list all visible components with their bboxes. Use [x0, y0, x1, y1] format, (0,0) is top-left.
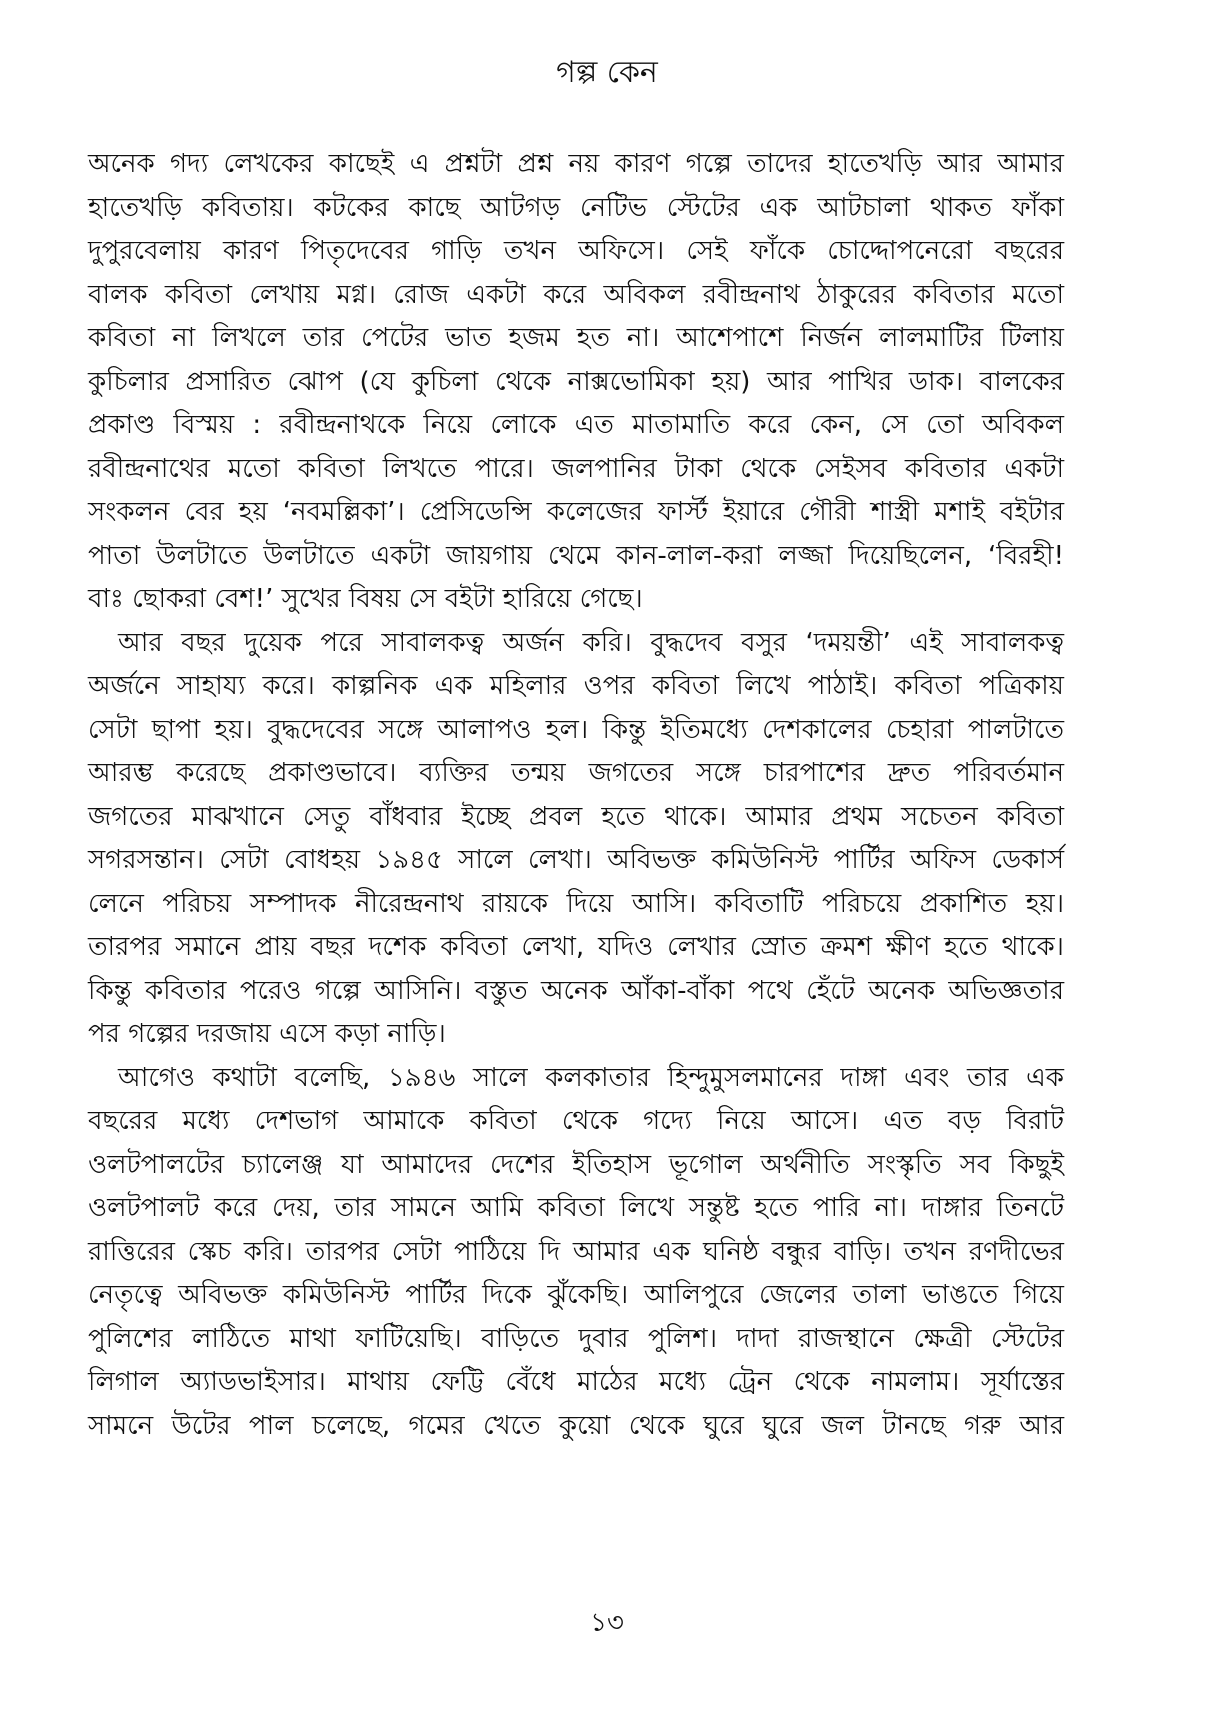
text-line: প্রকাণ্ড বিস্ময় : রবীন্দ্রনাথকে নিয়ে লোকে এত মাতামাতি করে কেন, সে তো অবিকল	[88, 410, 1064, 440]
page-number: ১৩	[590, 1608, 624, 1638]
text-line: জগতের মাঝখানে সেতু বাঁধবার ইচ্ছে প্রবল হতে থাকে। আমার প্রথম সচেতন কবিতা	[88, 801, 1064, 832]
text-line: রাত্তিরের স্কেচ করি। তারপর সেটা পাঠিয়ে দি আমার এক ঘনিষ্ঠ বন্ধুর বাড়ি। তখন রণদীভের	[88, 1236, 1064, 1267]
text-line: সগরসন্তান। সেটা বোধহয় ১৯৪৫ সালে লেখা। অবিভক্ত কমিউনিস্ট পার্টির অফিস ডেকার্স	[88, 845, 1064, 875]
text-line: কিন্তু কবিতার পরেও গল্পে আসিনি। বস্তুত অনেক আঁকা-বাঁকা পথে হেঁটে অনেক অভিজ্ঞতার	[88, 975, 1064, 1006]
text-line: পুলিশের লাঠিতে মাথা ফাটিয়েছি। বাড়িতে দুবার পুলিশ। দাদা রাজস্থানে ক্ষেত্রী স্টেটের	[88, 1323, 1064, 1354]
text-line: সেটা ছাপা হয়। বুদ্ধদেবের সঙ্গে আলাপও হল। কিন্তু ইতিমধ্যে দেশকালের চেহারা পালটাতে	[88, 714, 1064, 745]
body-text	[88, 143, 1064, 1448]
text-line: আরম্ভ করেছে প্রকাণ্ডভাবে। ব্যক্তির তন্ময় জগতের সঙ্গে চারপাশের দ্রুত পরিবর্তমান	[88, 758, 1064, 788]
text-line: সামনে উটের পাল চলেছে, গমের খেতে কুয়ো থেকে ঘুরে ঘুরে জল টানছে গরু আর	[88, 1410, 1064, 1441]
text-line: আগেও কথাটা বলেছি, ১৯৪৬ সালে কলকাতার হিন্দুমুসলমানের দাঙ্গা এবং তার এক	[118, 1062, 1064, 1093]
text-line: পর গল্পের দরজায় এসে কড়া নাড়ি।	[88, 1019, 446, 1049]
text-line: আর বছর দুয়েক পরে সাবালকত্ব অর্জন করি। বুদ্ধদেব বসুর ‘দময়ন্তী’ এই সাবালকত্ব	[118, 627, 1064, 658]
page-title: গল্প কেন	[556, 55, 658, 90]
text-line: বছরের মধ্যে দেশভাগ আমাকে কবিতা থেকে গদ্যে নিয়ে আসে। এত বড় বিরাট	[88, 1106, 1064, 1136]
text-line: রবীন্দ্রনাথের মতো কবিতা লিখতে পারে। জলপানির টাকা থেকে সেইসব কবিতার একটা	[88, 453, 1064, 484]
text-line: বাঃ ছোকরা বেশ!’ সুখের বিষয় সে বইটা হারিয়ে গেছে।	[88, 584, 643, 614]
text-line: কবিতা না লিখলে তার পেটের ভাত হজম হত না। আশেপাশে নির্জন লালমাটির টিলায়	[88, 323, 1064, 353]
text-line: লেনে পরিচয় সম্পাদক নীরেন্দ্রনাথ রায়কে দিয়ে আসি। কবিতাটি পরিচয়ে প্রকাশিত হয়।	[88, 888, 1064, 919]
paragraph	[88, 1057, 1064, 1449]
text-line: দুপুরবেলায় কারণ পিতৃদেবের গাড়ি তখন অফিসে। সেই ফাঁকে চোদ্দোপনেরো বছরের	[88, 236, 1064, 266]
text-line: বালক কবিতা লেখায় মগ্ন। রোজ একটা করে অবিকল রবীন্দ্রনাথ ঠাকুরের কবিতার মতো	[88, 279, 1064, 310]
text-line: কুচিলার প্রসারিত ঝোপ (যে কুচিলা থেকে নাক্সভোমিকা হয়) আর পাখির ডাক। বালকের	[88, 366, 1064, 397]
text-line: অর্জনে সাহায্য করে। কাল্পনিক এক মহিলার ওপর কবিতা লিখে পাঠাই। কবিতা পত্রিকায়	[88, 671, 1064, 701]
text-line: ওলটপালটের চ্যালেঞ্জ যা আমাদের দেশের ইতিহাস ভূগোল অর্থনীতি সংস্কৃতি সব কিছুই	[88, 1149, 1064, 1180]
text-line: তারপর সমানে প্রায় বছর দশেক কবিতা লেখা, যদিও লেখার স্রোত ক্রমশ ক্ষীণ হতে থাকে।	[88, 932, 1064, 962]
text-line: অনেক গদ্য লেখকের কাছেই এ প্রশ্নটা প্রশ্ন নয় কারণ গল্পে তাদের হাতেখড়ি আর আমার	[88, 149, 1064, 179]
text-line: পাতা উলটাতে উলটাতে একটা জায়গায় থেমে কান-লাল-করা লজ্জা দিয়েছিলেন, ‘বিরহী!	[88, 540, 1064, 571]
text-line: হাতেখড়ি কবিতায়। কটকের কাছে আটগড় নেটিভ স্টেটের এক আটচালা থাকত ফাঁকা	[88, 192, 1064, 223]
paragraph	[88, 143, 1064, 622]
paragraph	[88, 622, 1064, 1057]
text-line: নেতৃত্বে অবিভক্ত কমিউনিস্ট পার্টির দিকে ঝুঁকেছি। আলিপুরে জেলের তালা ভাঙতে গিয়ে	[88, 1280, 1064, 1310]
text-line: সংকলন বের হয় ‘নবমল্লিকা’। প্রেসিডেন্সি কলেজের ফার্স্ট ইয়ারে গৌরী শাস্ত্রী মশাই বইটার	[88, 497, 1064, 527]
text-line: ওলটপালট করে দেয়, তার সামনে আমি কবিতা লিখে সন্তুষ্ট হতে পারি না। দাঙ্গার তিনটে	[88, 1193, 1064, 1223]
text-line: লিগাল অ্যাডভাইসার। মাথায় ফেট্টি বেঁধে মাঠের মধ্যে ট্রেন থেকে নামলাম। সূর্যাস্তের	[88, 1367, 1064, 1397]
